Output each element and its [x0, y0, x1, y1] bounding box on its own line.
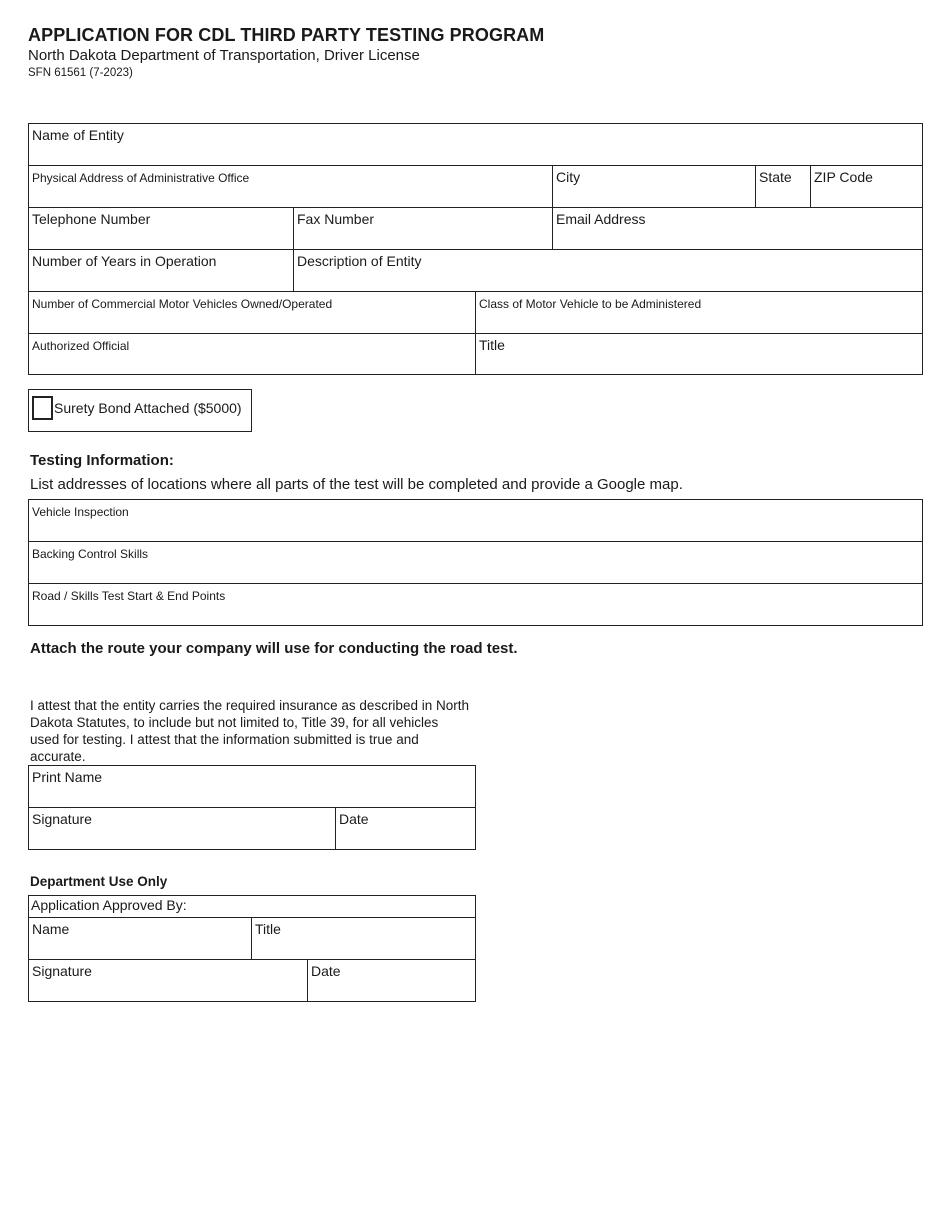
official-field[interactable] [28, 333, 476, 375]
dept-title-label: Title [255, 921, 281, 937]
city-field[interactable] [552, 165, 756, 208]
entity-name-label: Name of Entity [32, 127, 124, 143]
dept-date-label: Date [311, 963, 341, 979]
official-title-label: Title [479, 337, 505, 353]
signature-label: Signature [32, 811, 92, 827]
print-name-label: Print Name [32, 769, 103, 785]
zip-label: ZIP Code [814, 169, 873, 185]
road-test-field[interactable] [28, 583, 923, 626]
state-label: State [759, 169, 792, 185]
vehicles-field[interactable] [28, 291, 476, 334]
address-label: Physical Address of Administrative Office [32, 171, 250, 185]
form-title: APPLICATION FOR CDL THIRD PARTY TESTING PROGRAM [28, 25, 545, 45]
approved-by-label: Application Approved By: [31, 897, 187, 913]
surety-bond-checkbox[interactable] [32, 396, 53, 420]
dept-date-field[interactable] [307, 959, 476, 1002]
date-label: Date [339, 811, 369, 827]
address-field[interactable] [28, 165, 553, 208]
testing-instruction: List addresses of locations where all parts of the test will be completed and provide a Google map. [30, 476, 683, 493]
department-heading: Department Use Only [30, 874, 168, 889]
approved-by-row [28, 895, 476, 918]
email-label: Email Address [556, 211, 646, 227]
dept-name-field[interactable] [28, 917, 252, 960]
description-field[interactable] [293, 249, 923, 292]
dept-title-field[interactable] [251, 917, 476, 960]
surety-bond-option [28, 389, 252, 432]
fax-field[interactable] [293, 207, 553, 250]
vehicles-label: Number of Commercial Motor Vehicles Owned/Operated [32, 297, 333, 311]
route-note: Attach the route your company will use for conducting the road test. [30, 640, 518, 657]
phone-label: Telephone Number [32, 211, 151, 227]
signature-field[interactable] [28, 807, 336, 850]
entity-name-field[interactable] [28, 123, 923, 166]
official-label: Authorized Official [32, 339, 130, 353]
state-field[interactable] [755, 165, 811, 208]
years-label: Number of Years in Operation [32, 253, 217, 269]
testing-heading: Testing Information: [30, 452, 174, 469]
years-field[interactable] [28, 249, 294, 292]
zip-field[interactable] [810, 165, 923, 208]
vehicle-inspection-label: Vehicle Inspection [32, 505, 129, 519]
vehicle-inspection-field[interactable] [28, 499, 923, 542]
description-label: Description of Entity [297, 253, 422, 269]
class-label: Class of Motor Vehicle to be Administered [479, 297, 702, 311]
form-number: SFN 61561 (7-2023) [28, 67, 133, 79]
email-field[interactable] [552, 207, 923, 250]
phone-field[interactable] [28, 207, 294, 250]
backing-control-label: Backing Control Skills [32, 547, 149, 561]
dept-signature-label: Signature [32, 963, 92, 979]
city-label: City [556, 169, 581, 185]
dept-signature-field[interactable] [28, 959, 308, 1002]
date-field[interactable] [335, 807, 476, 850]
backing-control-field[interactable] [28, 541, 923, 584]
attestation-text: I attest that the entity carries the required insurance as described in North Dakota Statutes, to include but not limited to, Title 39, for all vehicles used for testing. I attest that the information submitted is true and accurate. [30, 698, 469, 764]
dept-name-label: Name [32, 921, 70, 937]
fax-label: Fax Number [297, 211, 375, 227]
surety-bond-label: Surety Bond Attached ($5000) [54, 400, 242, 416]
print-name-field[interactable] [28, 765, 476, 808]
form-subtitle: North Dakota Department of Transportation, Driver License [28, 47, 420, 64]
road-test-label: Road / Skills Test Start & End Points [32, 589, 226, 603]
official-title-field[interactable] [475, 333, 923, 375]
class-field[interactable] [475, 291, 923, 334]
